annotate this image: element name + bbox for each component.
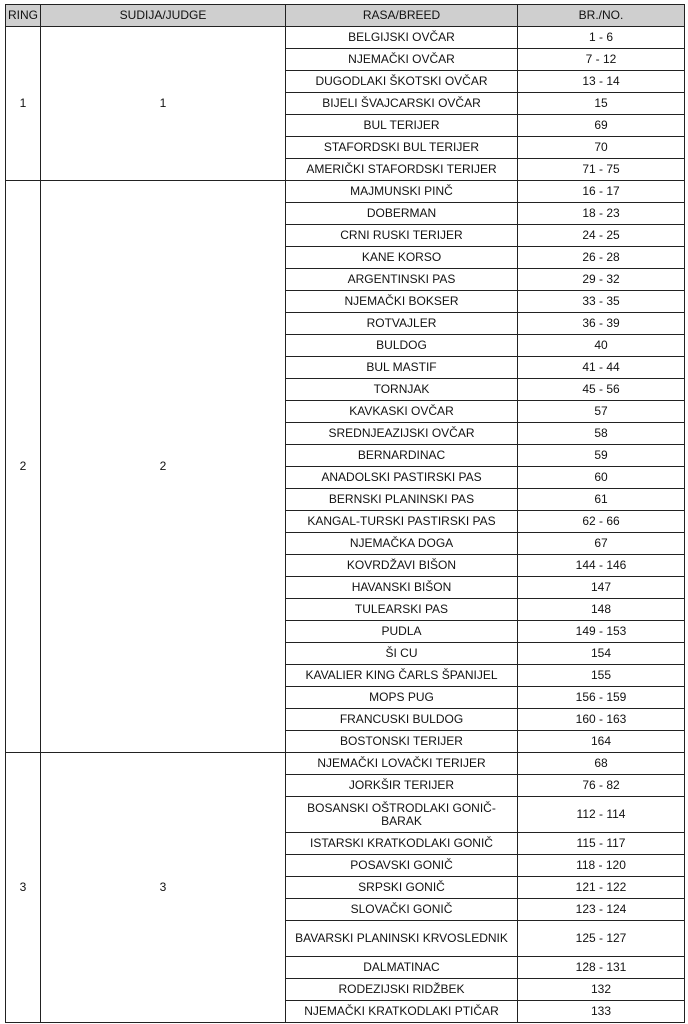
number-cell: 24 - 25 [518, 225, 685, 247]
table-row [6, 181, 685, 203]
breed-cell: PUDLA [286, 621, 518, 643]
number-cell: 148 [518, 599, 685, 621]
number-cell: 128 - 131 [518, 957, 685, 979]
header-breed: RASA/BREED [286, 5, 518, 27]
number-cell: 133 [518, 1001, 685, 1023]
number-cell: 15 [518, 93, 685, 115]
number-cell: 41 - 44 [518, 357, 685, 379]
number-cell: 45 - 56 [518, 379, 685, 401]
breed-cell: NJEMAČKI OVČAR [286, 49, 518, 71]
breed-cell: DALMATINAC [286, 957, 518, 979]
breed-cell: BIJELI ŠVAJCARSKI OVČAR [286, 93, 518, 115]
number-cell: 7 - 12 [518, 49, 685, 71]
breed-cell: NJEMAČKI LOVAČKI TERIJER [286, 753, 518, 775]
number-cell: 156 - 159 [518, 687, 685, 709]
breed-cell: BELGIJSKI OVČAR [286, 27, 518, 49]
breed-cell: NJEMAČKA DOGA [286, 533, 518, 555]
breed-cell: JORKŠIR TERIJER [286, 775, 518, 797]
breed-cell: TULEARSKI PAS [286, 599, 518, 621]
breed-cell: TORNJAK [286, 379, 518, 401]
breed-cell: KANGAL-TURSKI PASTIRSKI PAS [286, 511, 518, 533]
breed-cell: ISTARSKI KRATKODLAKI GONIČ [286, 833, 518, 855]
number-cell: 118 - 120 [518, 855, 685, 877]
breed-cell: ŠI CU [286, 643, 518, 665]
number-cell: 33 - 35 [518, 291, 685, 313]
number-cell: 58 [518, 423, 685, 445]
breed-cell: BOSANSKI OŠTRODLAKI GONIČ-BARAK [286, 797, 518, 833]
breed-cell: KANE KORSO [286, 247, 518, 269]
breed-cell: MAJMUNSKI PINČ [286, 181, 518, 203]
number-cell: 68 [518, 753, 685, 775]
number-cell: 62 - 66 [518, 511, 685, 533]
ring-cell: 3 [6, 753, 41, 1023]
number-cell: 115 - 117 [518, 833, 685, 855]
breed-cell: BULDOG [286, 335, 518, 357]
breed-cell: FRANCUSKI BULDOG [286, 709, 518, 731]
number-cell: 144 - 146 [518, 555, 685, 577]
breed-cell: SRPSKI GONIČ [286, 877, 518, 899]
number-cell: 160 - 163 [518, 709, 685, 731]
header-number: BR./NO. [518, 5, 685, 27]
breed-cell: HAVANSKI BIŠON [286, 577, 518, 599]
breed-cell: BUL TERIJER [286, 115, 518, 137]
number-cell: 40 [518, 335, 685, 357]
breed-cell: SREDNJEAZIJSKI OVČAR [286, 423, 518, 445]
breed-cell: DOBERMAN [286, 203, 518, 225]
number-cell: 164 [518, 731, 685, 753]
breed-cell: DUGODLAKI ŠKOTSKI OVČAR [286, 71, 518, 93]
breed-cell: NJEMAČKI BOKSER [286, 291, 518, 313]
number-cell: 13 - 14 [518, 71, 685, 93]
breed-cell: BUL MASTIF [286, 357, 518, 379]
judging-schedule-table [5, 4, 685, 1023]
number-cell: 155 [518, 665, 685, 687]
breed-cell: BERNARDINAC [286, 445, 518, 467]
breed-cell: NJEMAČKI KRATKODLAKI PTIČAR [286, 1001, 518, 1023]
number-cell: 147 [518, 577, 685, 599]
breed-cell: MOPS PUG [286, 687, 518, 709]
number-cell: 71 - 75 [518, 159, 685, 181]
number-cell: 57 [518, 401, 685, 423]
breed-cell: BOSTONSKI TERIJER [286, 731, 518, 753]
breed-cell: STAFORDSKI BUL TERIJER [286, 137, 518, 159]
breed-cell: CRNI RUSKI TERIJER [286, 225, 518, 247]
breed-cell: ARGENTINSKI PAS [286, 269, 518, 291]
breed-cell: POSAVSKI GONIČ [286, 855, 518, 877]
breed-cell: ANADOLSKI PASTIRSKI PAS [286, 467, 518, 489]
number-cell: 61 [518, 489, 685, 511]
number-cell: 123 - 124 [518, 899, 685, 921]
table-row [6, 753, 685, 775]
number-cell: 16 - 17 [518, 181, 685, 203]
number-cell: 29 - 32 [518, 269, 685, 291]
number-cell: 69 [518, 115, 685, 137]
judge-cell: 3 [41, 753, 286, 1023]
number-cell: 121 - 122 [518, 877, 685, 899]
number-cell: 149 - 153 [518, 621, 685, 643]
number-cell: 76 - 82 [518, 775, 685, 797]
ring-cell: 2 [6, 181, 41, 753]
breed-cell: KAVALIER KING ČARLS ŠPANIJEL [286, 665, 518, 687]
breed-cell: KAVKASKI OVČAR [286, 401, 518, 423]
number-cell: 59 [518, 445, 685, 467]
number-cell: 132 [518, 979, 685, 1001]
number-cell: 1 - 6 [518, 27, 685, 49]
header-ring: RING [6, 5, 41, 27]
breed-cell: SLOVAČKI GONIČ [286, 899, 518, 921]
breed-cell: BERNSKI PLANINSKI PAS [286, 489, 518, 511]
header-row [6, 5, 685, 27]
breed-cell: ROTVAJLER [286, 313, 518, 335]
breed-cell: KOVRDŽAVI BIŠON [286, 555, 518, 577]
number-cell: 125 - 127 [518, 921, 685, 957]
table-body [6, 27, 685, 1023]
breed-cell: RODEZIJSKI RIDŽBEK [286, 979, 518, 1001]
number-cell: 112 - 114 [518, 797, 685, 833]
breed-cell: BAVARSKI PLANINSKI KRVOSLEDNIK [286, 921, 518, 957]
number-cell: 70 [518, 137, 685, 159]
header-judge: SUDIJA/JUDGE [41, 5, 286, 27]
number-cell: 18 - 23 [518, 203, 685, 225]
judge-cell: 2 [41, 181, 286, 753]
number-cell: 26 - 28 [518, 247, 685, 269]
breed-cell: AMERIČKI STAFORDSKI TERIJER [286, 159, 518, 181]
number-cell: 60 [518, 467, 685, 489]
table-row [6, 27, 685, 49]
judge-cell: 1 [41, 27, 286, 181]
number-cell: 67 [518, 533, 685, 555]
ring-cell: 1 [6, 27, 41, 181]
number-cell: 154 [518, 643, 685, 665]
number-cell: 36 - 39 [518, 313, 685, 335]
